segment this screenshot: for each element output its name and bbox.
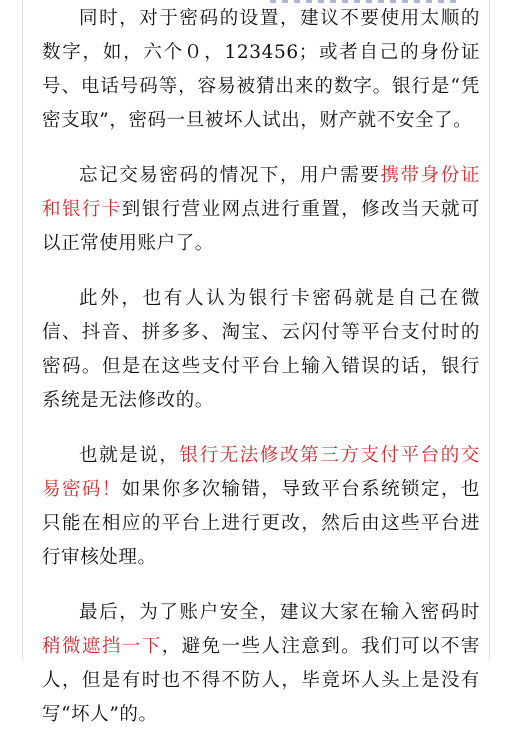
page-border-left: [22, 0, 23, 659]
page-border-right: [489, 0, 490, 659]
highlight-text: 银行无法修改第三方支付平台的交易密码！: [42, 445, 480, 500]
article-body: [42, 2, 480, 732]
text-segment: ，避免一些人注意到。我们可以不害人，但是有时也不得不防人，毕竟坏人头上是没有写“坏人”的。: [42, 636, 480, 725]
paragraph-4: [42, 439, 480, 575]
paragraph-2: [42, 159, 480, 261]
text-segment: 同时，对于密码的设置，建议不要使用太顺的数字，如，六个０，123456；或者自己的身份证号、电话号码等，容易被猜出来的数字。银行是“凭密支取”，密码一旦被坏人试出，财产就不安全了。: [42, 8, 480, 131]
paragraph-3: [42, 282, 480, 418]
text-segment: 此外，也有人认为银行卡密码就是自己在微信、抖音、拼多多、淘宝、云闪付等平台支付时的密码。但是在这些支付平台上输入错误的话，银行系统是无法修改的。: [42, 288, 480, 411]
paragraph-5: [42, 596, 480, 732]
text-segment: 忘记交易密码的情况下，用户需要: [79, 165, 381, 186]
text-segment: 最后，为了账户安全，建议大家在输入密码时: [79, 602, 480, 623]
paragraph-1: [42, 2, 480, 138]
text-segment: 也就是说，: [79, 445, 180, 466]
highlight-text: 携带身份证和银行卡: [42, 165, 480, 220]
highlight-text: 稍微遮挡一下: [42, 636, 162, 657]
text-segment: 到银行营业网点进行重置，修改当天就可以正常使用账户了。: [42, 199, 480, 254]
text-segment: 如果你多次输错，导致平台系统锁定，也只能在相应的平台上进行更改，然后由这些平台进行审核处理。: [42, 479, 480, 568]
